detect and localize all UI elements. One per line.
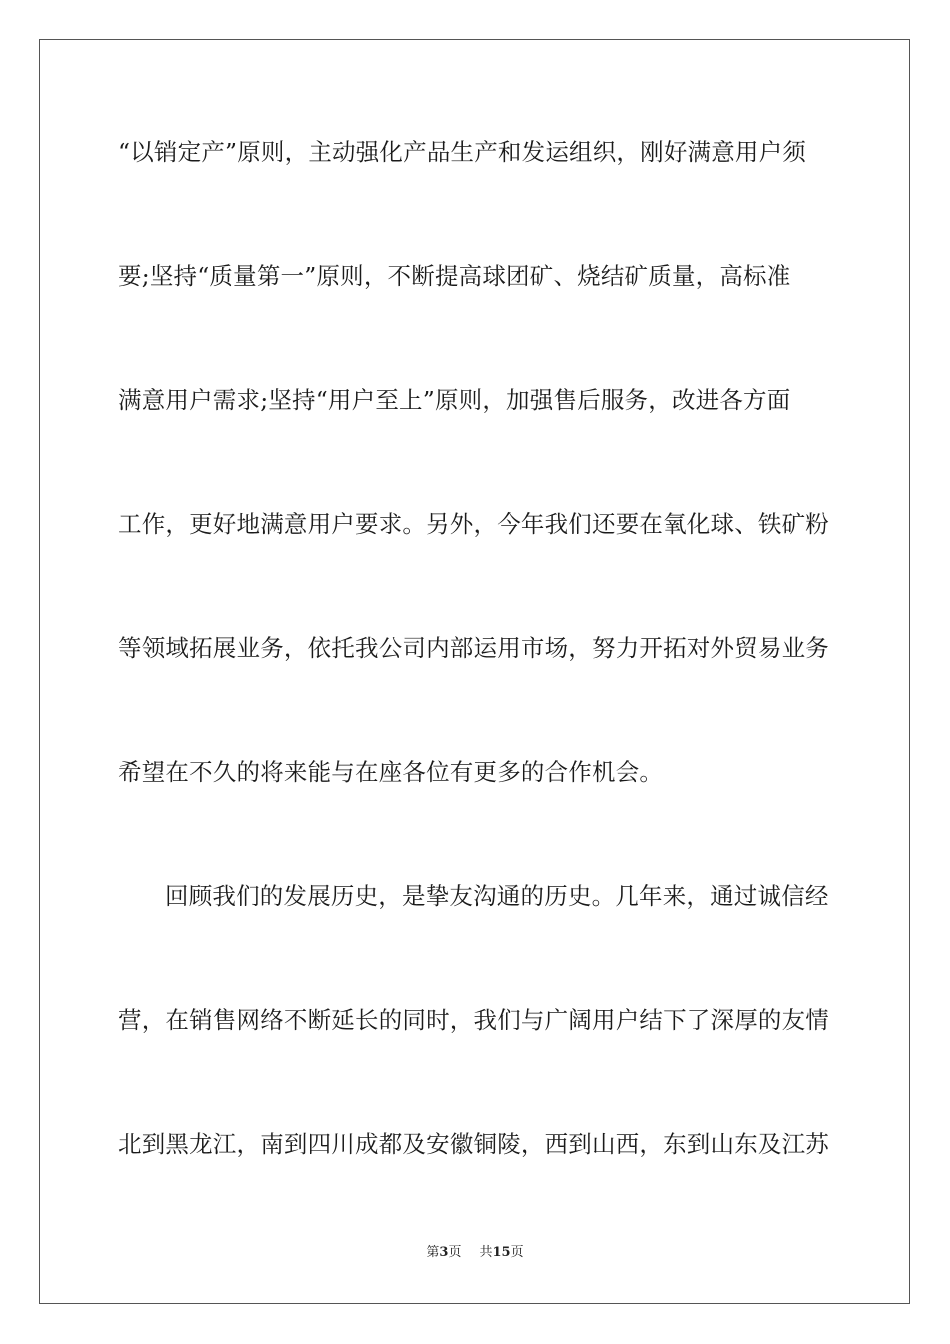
text-line: 等领域拓展业务，依托我公司内部运用市场，努力开拓对外贸易业务 — [118, 634, 829, 662]
text-line: 要;坚持“质量第一”原则，不断提高球团矿、烧结矿质量，高标准 — [118, 262, 791, 290]
text-line: 北到黑龙江，南到四川成都及安徽铜陵，西到山西，东到山东及江苏 — [118, 1130, 829, 1158]
page-border — [39, 39, 910, 1304]
text-line: 满意用户需求;坚持“用户至上”原则，加强售后服务，改进各方面 — [118, 386, 791, 414]
text-line: “以销定产”原则，主动强化产品生产和发运组织，刚好满意用户须 — [118, 138, 807, 166]
page-prefix: 第 — [426, 1245, 440, 1260]
total-prefix: 共 — [479, 1245, 493, 1260]
total-pages: 15 — [492, 1245, 511, 1260]
page-unit: 页 — [448, 1245, 462, 1260]
page-number: 3 — [439, 1245, 449, 1260]
paragraph-first-line: 回顾我们的发展历史，是挚友沟通的历史。几年来，通过诚信经 — [165, 882, 829, 910]
text-line: 希望在不久的将来能与在座各位有更多的合作机会。 — [118, 758, 664, 786]
text-line: 营，在销售网络不断延长的同时，我们与广阔用户结下了深厚的友情 — [118, 1006, 829, 1034]
page-footer — [0, 1245, 950, 1261]
total-unit: 页 — [510, 1245, 524, 1260]
text-line: 工作，更好地满意用户要求。另外，今年我们还要在氧化球、铁矿粉 — [118, 510, 829, 538]
